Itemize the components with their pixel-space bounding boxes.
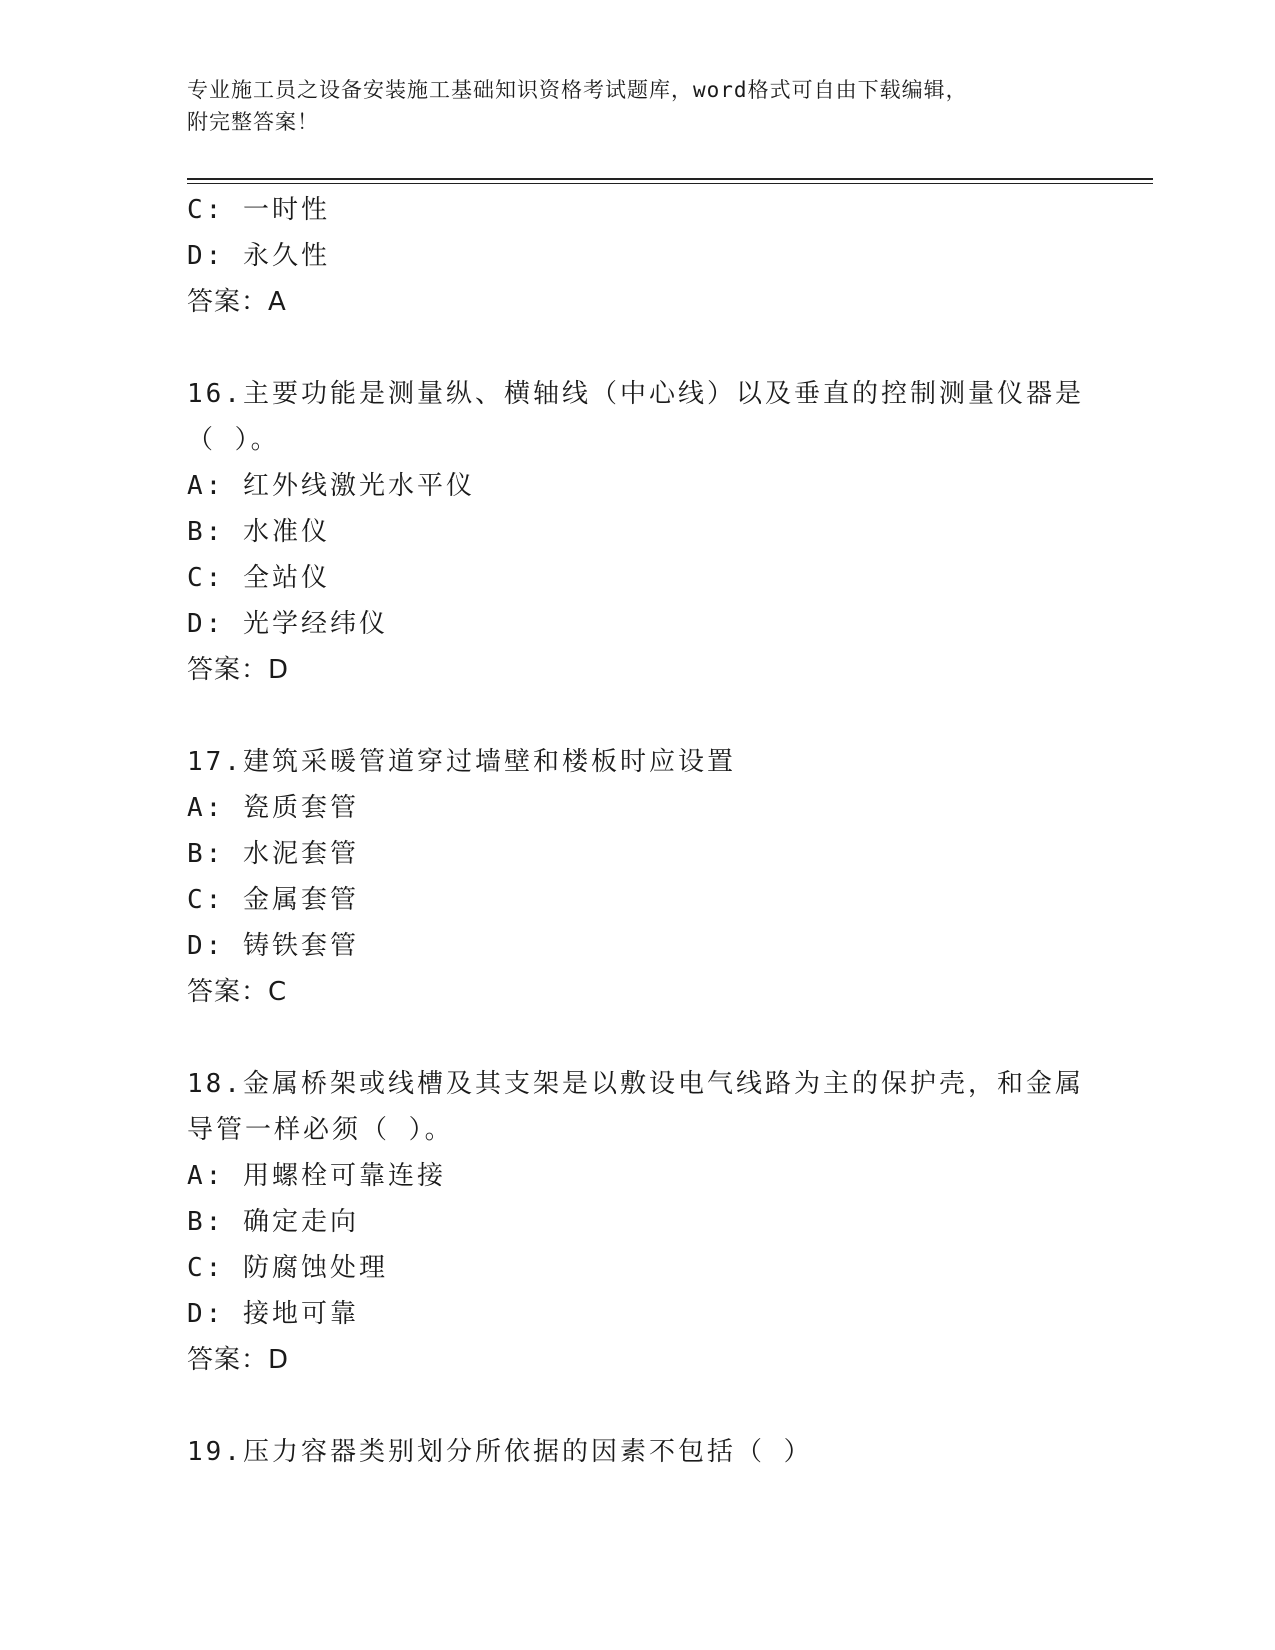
page-header — [187, 74, 1067, 138]
question-15-continued — [187, 187, 1087, 325]
header-line-1: 专业施工员之设备安装施工基础知识资格考试题库，word格式可自由下载编辑， — [187, 78, 968, 102]
option-a: A: 红外线激光水平仪 — [187, 471, 475, 501]
option-b: B: 水泥套管 — [187, 839, 359, 869]
option-a: A: 瓷质套管 — [187, 793, 359, 823]
question-stem: 16.主要功能是测量纵、横轴线（中心线）以及垂直的控制测量仪器是 — [187, 379, 1084, 409]
option-d: D: 铸铁套管 — [187, 931, 359, 961]
answer-line: 答案：A — [187, 287, 287, 317]
question-stem: 19.压力容器类别划分所依据的因素不包括（ ） — [187, 1437, 813, 1467]
option-c: C: 金属套管 — [187, 885, 359, 915]
option-d: D: 永久性 — [187, 241, 330, 271]
answer-line: 答案：C — [187, 977, 288, 1007]
spacer — [187, 1015, 1087, 1061]
option-b: B: 确定走向 — [187, 1207, 359, 1237]
spacer — [187, 693, 1087, 739]
question-stem: 17.建筑采暖管道穿过墙壁和楼板时应设置 — [187, 747, 736, 777]
option-c: C: 全站仪 — [187, 563, 330, 593]
spacer — [187, 1383, 1087, 1429]
document-body — [187, 187, 1087, 1475]
option-b: B: 水准仪 — [187, 517, 330, 547]
question-17 — [187, 739, 1087, 1015]
question-19 — [187, 1429, 1087, 1475]
option-d: D: 光学经纬仪 — [187, 609, 388, 639]
option-d: D: 接地可靠 — [187, 1299, 359, 1329]
option-c: C: 防腐蚀处理 — [187, 1253, 388, 1283]
question-stem: 导管一样必须（ ）。 — [187, 1115, 454, 1145]
option-c: C: 一时性 — [187, 195, 330, 225]
question-18 — [187, 1061, 1087, 1383]
answer-line: 答案：D — [187, 655, 290, 685]
question-16 — [187, 371, 1087, 693]
question-stem: 18.金属桥架或线槽及其支架是以敷设电气线路为主的保护壳，和金属 — [187, 1069, 1084, 1099]
question-stem: （ ）。 — [187, 425, 280, 455]
answer-line: 答案：D — [187, 1345, 290, 1375]
spacer — [187, 325, 1087, 371]
header-rule-thin — [187, 183, 1153, 184]
header-line-2: 附完整答案！ — [187, 110, 319, 134]
option-a: A: 用螺栓可靠连接 — [187, 1161, 446, 1191]
header-rule-thick — [187, 178, 1153, 180]
